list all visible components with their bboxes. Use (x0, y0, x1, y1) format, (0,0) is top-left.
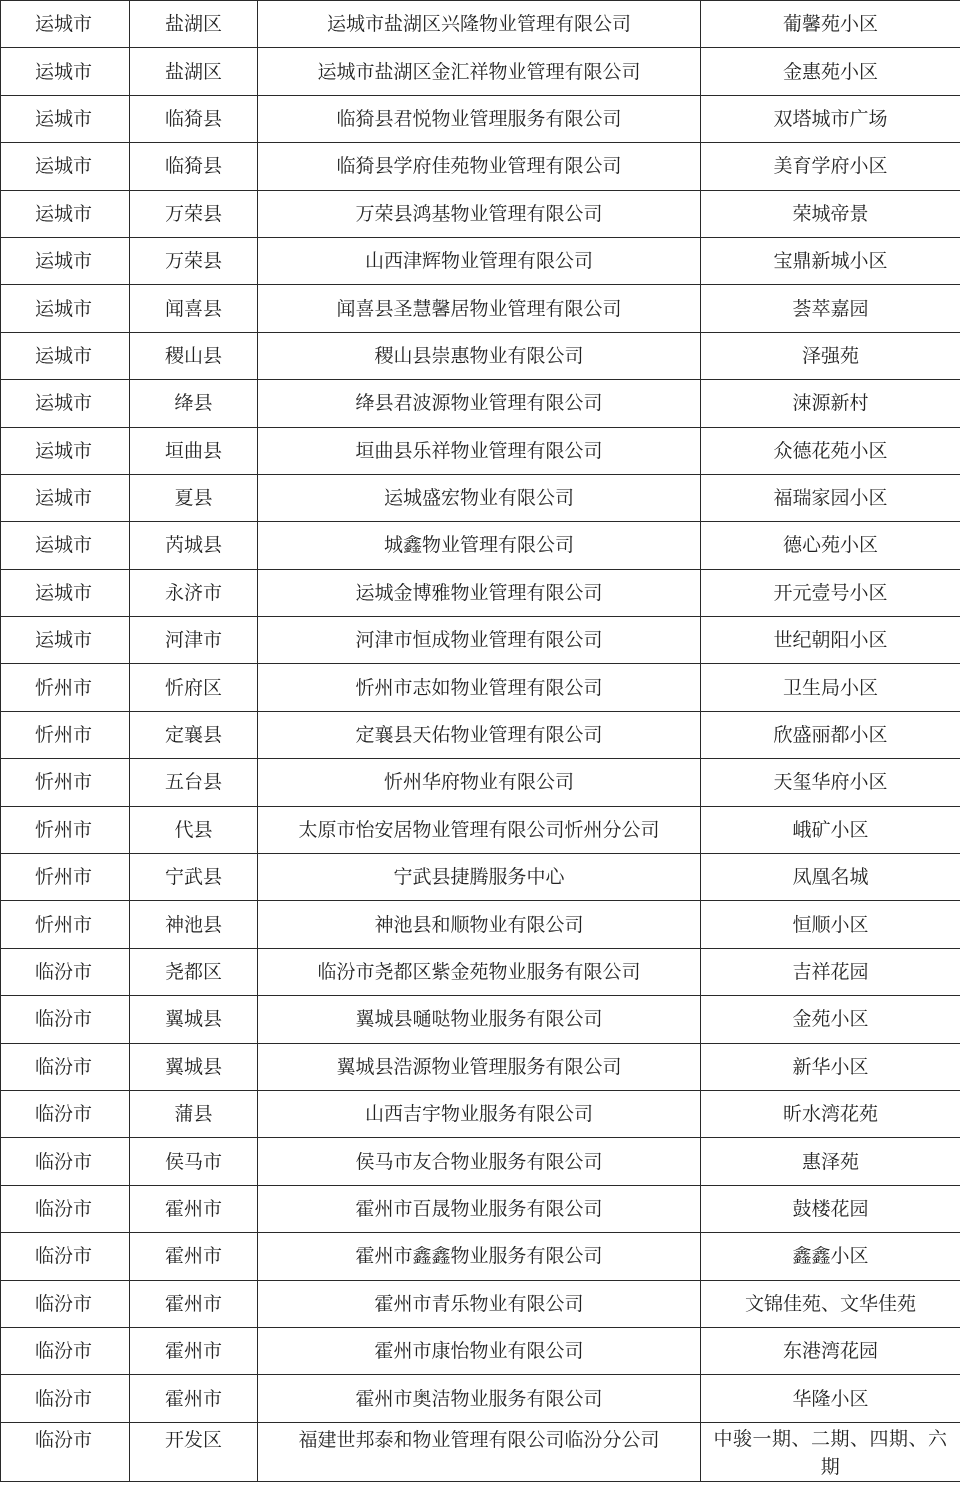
district-cell: 绛县 (130, 380, 258, 427)
table-row (1, 1185, 960, 1232)
community-cell: 世纪朝阳小区 (701, 617, 960, 664)
company-cell: 闻喜县圣慧馨居物业管理有限公司 (258, 285, 701, 332)
company-cell: 运城盛宏物业有限公司 (258, 474, 701, 521)
community-cell: 昕水湾花苑 (701, 1090, 960, 1137)
district-cell: 霍州市 (130, 1375, 258, 1422)
city-cell: 临汾市 (1, 1327, 130, 1374)
company-cell: 稷山县崇惠物业有限公司 (258, 332, 701, 379)
city-cell: 临汾市 (1, 1090, 130, 1137)
company-cell: 城鑫物业管理有限公司 (258, 522, 701, 569)
table-row (1, 711, 960, 758)
district-cell: 宁武县 (130, 854, 258, 901)
company-cell: 侯马市友合物业服务有限公司 (258, 1138, 701, 1185)
community-cell: 开元壹号小区 (701, 569, 960, 616)
community-cell: 荣城帝景 (701, 190, 960, 237)
district-cell: 尧都区 (130, 948, 258, 995)
company-cell: 山西津辉物业管理有限公司 (258, 237, 701, 284)
city-cell: 临汾市 (1, 948, 130, 995)
city-cell: 运城市 (1, 237, 130, 284)
community-cell: 中骏一期、二期、四期、六期 (701, 1422, 960, 1481)
city-cell: 运城市 (1, 522, 130, 569)
city-cell: 运城市 (1, 1, 130, 48)
city-cell: 临汾市 (1, 1138, 130, 1185)
community-cell: 东港湾花园 (701, 1327, 960, 1374)
district-cell: 霍州市 (130, 1185, 258, 1232)
table-row (1, 1043, 960, 1090)
district-cell: 神池县 (130, 901, 258, 948)
table-row (1, 95, 960, 142)
community-cell: 文锦佳苑、文华佳苑 (701, 1280, 960, 1327)
company-cell: 霍州市青乐物业有限公司 (258, 1280, 701, 1327)
company-cell: 垣曲县乐祥物业管理有限公司 (258, 427, 701, 474)
community-cell: 金惠苑小区 (701, 48, 960, 95)
district-cell: 忻府区 (130, 664, 258, 711)
district-cell: 侯马市 (130, 1138, 258, 1185)
district-cell: 万荣县 (130, 190, 258, 237)
company-cell: 绛县君波源物业管理有限公司 (258, 380, 701, 427)
company-cell: 福建世邦泰和物业管理有限公司临汾分公司 (258, 1422, 701, 1481)
company-cell: 神池县和顺物业有限公司 (258, 901, 701, 948)
company-cell: 忻州华府物业有限公司 (258, 759, 701, 806)
city-cell: 运城市 (1, 427, 130, 474)
table-row (1, 1138, 960, 1185)
city-cell: 运城市 (1, 380, 130, 427)
table-row (1, 143, 960, 190)
community-cell: 金苑小区 (701, 996, 960, 1043)
city-cell: 忻州市 (1, 901, 130, 948)
district-cell: 芮城县 (130, 522, 258, 569)
company-cell: 万荣县鸿基物业管理有限公司 (258, 190, 701, 237)
community-cell: 德心苑小区 (701, 522, 960, 569)
city-cell: 忻州市 (1, 806, 130, 853)
company-cell: 太原市怡安居物业管理有限公司忻州分公司 (258, 806, 701, 853)
table-row (1, 664, 960, 711)
city-cell: 运城市 (1, 569, 130, 616)
table-row (1, 427, 960, 474)
table-row (1, 1375, 960, 1422)
district-cell: 代县 (130, 806, 258, 853)
company-cell: 运城市盐湖区金汇祥物业管理有限公司 (258, 48, 701, 95)
district-cell: 稷山县 (130, 332, 258, 379)
city-cell: 临汾市 (1, 1185, 130, 1232)
city-cell: 临汾市 (1, 1233, 130, 1280)
city-cell: 临汾市 (1, 1043, 130, 1090)
district-cell: 定襄县 (130, 711, 258, 758)
community-cell: 恒顺小区 (701, 901, 960, 948)
table-row (1, 948, 960, 995)
district-cell: 翼城县 (130, 1043, 258, 1090)
community-cell: 欣盛丽都小区 (701, 711, 960, 758)
community-cell: 吉祥花园 (701, 948, 960, 995)
table-row (1, 237, 960, 284)
community-cell: 福瑞家园小区 (701, 474, 960, 521)
community-cell: 鑫鑫小区 (701, 1233, 960, 1280)
table-row (1, 285, 960, 332)
table-body (1, 1, 960, 1482)
table-row (1, 901, 960, 948)
community-cell: 美育学府小区 (701, 143, 960, 190)
community-cell: 众德花苑小区 (701, 427, 960, 474)
district-cell: 霍州市 (130, 1233, 258, 1280)
community-cell: 葡馨苑小区 (701, 1, 960, 48)
community-cell: 泽强苑 (701, 332, 960, 379)
company-cell: 运城市盐湖区兴隆物业管理有限公司 (258, 1, 701, 48)
community-cell: 凤凰名城 (701, 854, 960, 901)
company-cell: 山西吉宇物业服务有限公司 (258, 1090, 701, 1137)
table-row (1, 48, 960, 95)
table-row (1, 380, 960, 427)
district-cell: 夏县 (130, 474, 258, 521)
district-cell: 翼城县 (130, 996, 258, 1043)
district-cell: 闻喜县 (130, 285, 258, 332)
city-cell: 运城市 (1, 332, 130, 379)
city-cell: 忻州市 (1, 854, 130, 901)
district-cell: 永济市 (130, 569, 258, 616)
community-cell: 鼓楼花园 (701, 1185, 960, 1232)
city-cell: 忻州市 (1, 664, 130, 711)
table-row (1, 1280, 960, 1327)
company-cell: 忻州市志如物业管理有限公司 (258, 664, 701, 711)
community-cell: 天玺华府小区 (701, 759, 960, 806)
community-cell: 涑源新村 (701, 380, 960, 427)
community-cell: 峨矿小区 (701, 806, 960, 853)
city-cell: 临汾市 (1, 1280, 130, 1327)
district-cell: 盐湖区 (130, 48, 258, 95)
table-row (1, 474, 960, 521)
table-row (1, 1233, 960, 1280)
city-cell: 运城市 (1, 190, 130, 237)
city-cell: 运城市 (1, 285, 130, 332)
table-row (1, 1, 960, 48)
district-cell: 开发区 (130, 1422, 258, 1481)
table-row (1, 332, 960, 379)
company-cell: 宁武县捷腾服务中心 (258, 854, 701, 901)
table-row (1, 1090, 960, 1137)
company-cell: 临猗县学府佳苑物业管理有限公司 (258, 143, 701, 190)
city-cell: 运城市 (1, 617, 130, 664)
district-cell: 临猗县 (130, 95, 258, 142)
company-cell: 临猗县君悦物业管理服务有限公司 (258, 95, 701, 142)
district-cell: 盐湖区 (130, 1, 258, 48)
company-cell: 翼城县浩源物业管理服务有限公司 (258, 1043, 701, 1090)
company-cell: 翼城县嗵哒物业服务有限公司 (258, 996, 701, 1043)
company-cell: 临汾市尧都区紫金苑物业服务有限公司 (258, 948, 701, 995)
company-cell: 河津市恒成物业管理有限公司 (258, 617, 701, 664)
table-row (1, 617, 960, 664)
table-row (1, 854, 960, 901)
city-cell: 运城市 (1, 48, 130, 95)
community-cell: 惠泽苑 (701, 1138, 960, 1185)
table-row (1, 569, 960, 616)
city-cell: 运城市 (1, 143, 130, 190)
table-row (1, 522, 960, 569)
community-cell: 新华小区 (701, 1043, 960, 1090)
company-cell: 定襄县天佑物业管理有限公司 (258, 711, 701, 758)
city-cell: 忻州市 (1, 759, 130, 806)
city-cell: 忻州市 (1, 711, 130, 758)
company-cell: 霍州市百晟物业服务有限公司 (258, 1185, 701, 1232)
table-row (1, 806, 960, 853)
company-cell: 霍州市鑫鑫物业服务有限公司 (258, 1233, 701, 1280)
community-cell: 卫生局小区 (701, 664, 960, 711)
community-cell: 荟萃嘉园 (701, 285, 960, 332)
company-cell: 霍州市奥洁物业服务有限公司 (258, 1375, 701, 1422)
table-row (1, 190, 960, 237)
district-cell: 霍州市 (130, 1280, 258, 1327)
company-cell: 霍州市康怡物业有限公司 (258, 1327, 701, 1374)
district-cell: 五台县 (130, 759, 258, 806)
company-cell: 运城金博雅物业管理有限公司 (258, 569, 701, 616)
district-cell: 蒲县 (130, 1090, 258, 1137)
district-cell: 万荣县 (130, 237, 258, 284)
district-cell: 河津市 (130, 617, 258, 664)
community-cell: 双塔城市广场 (701, 95, 960, 142)
community-cell: 宝鼎新城小区 (701, 237, 960, 284)
city-cell: 运城市 (1, 474, 130, 521)
table-row (1, 759, 960, 806)
district-cell: 霍州市 (130, 1327, 258, 1374)
table-row (1, 1327, 960, 1374)
city-cell: 临汾市 (1, 996, 130, 1043)
table-row (1, 996, 960, 1043)
city-cell: 临汾市 (1, 1422, 130, 1481)
city-cell: 临汾市 (1, 1375, 130, 1422)
district-cell: 临猗县 (130, 143, 258, 190)
table-row (1, 1422, 960, 1481)
city-cell: 运城市 (1, 95, 130, 142)
community-cell: 华隆小区 (701, 1375, 960, 1422)
district-cell: 垣曲县 (130, 427, 258, 474)
